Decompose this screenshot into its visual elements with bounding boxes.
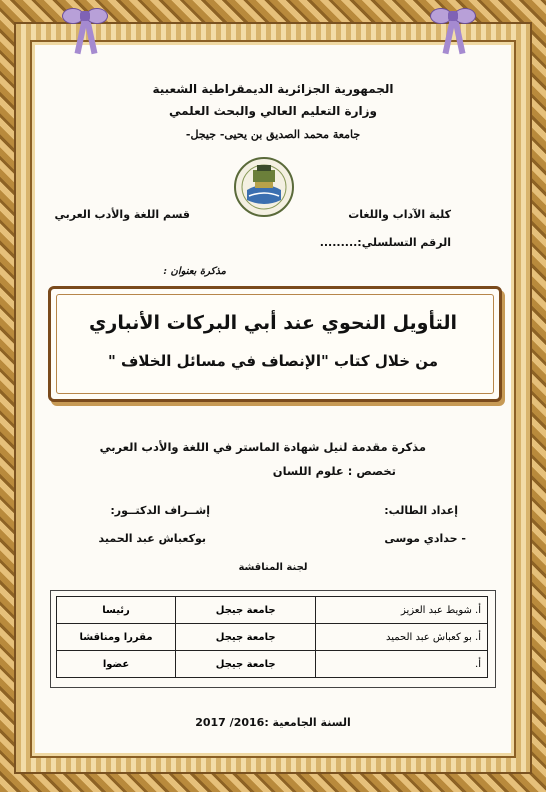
serial-number: الرقم التسلسلي:......... [319, 236, 451, 249]
ministry-name: وزارة التعليم العالي والبحث العلمي [168, 104, 378, 118]
supervisor-name: بوكعباش عبد الحميد [98, 532, 206, 545]
memo-label: مذكرة بعنوان : [163, 266, 226, 277]
committee-label: لجنة المناقشة [238, 562, 308, 573]
academic-year: السنة الجامعية :2016/ 2017 [195, 716, 351, 729]
republic-name: الجمهورية الجزائرية الديمقراطية الشعبية [152, 82, 394, 96]
department-name: قسم اللغة والأدب العربي [54, 208, 190, 221]
member-university: جامعة جيجل [176, 651, 316, 678]
member-role: رئيسا [57, 597, 176, 624]
member-name: أ. بو كعباش عبد الحميد [316, 624, 488, 651]
member-name: أ. [316, 651, 488, 678]
table-row [57, 651, 488, 678]
ribbon-bow-icon [62, 2, 108, 36]
title-box [48, 286, 502, 402]
prepared-by-label: إعداد الطالب: [384, 504, 458, 517]
committee-table [56, 596, 488, 678]
university-logo-icon [233, 156, 295, 218]
university-name: جامعة محمد الصديق بن يحيى- جيجل- [185, 128, 361, 141]
thesis-subtitle: من خلال كتاب "الإنصاف في مسائل الخلاف " [107, 352, 439, 370]
table-row [57, 624, 488, 651]
student-name: - حدادي موسى [384, 532, 466, 545]
member-university: جامعة جيجل [176, 624, 316, 651]
member-university: جامعة جيجل [176, 597, 316, 624]
member-role: عضوا [57, 651, 176, 678]
supervisor-label: إشــراف الدكتــور: [110, 504, 210, 517]
member-name: أ. شويط عبد العزيز [316, 597, 488, 624]
thesis-title: التأويل النحوي عند أبي البركات الأنباري [88, 312, 458, 334]
table-row [57, 597, 488, 624]
ribbon-bow-icon [430, 2, 476, 36]
faculty-name: كلية الآداب واللغات [348, 208, 451, 221]
specialty: تخصص : علوم اللسان [272, 464, 396, 478]
degree-statement: مذكرة مقدمة لنيل شهادة الماستر في اللغة والأدب العربي [99, 440, 426, 454]
member-role: مقررا ومناقشا [57, 624, 176, 651]
